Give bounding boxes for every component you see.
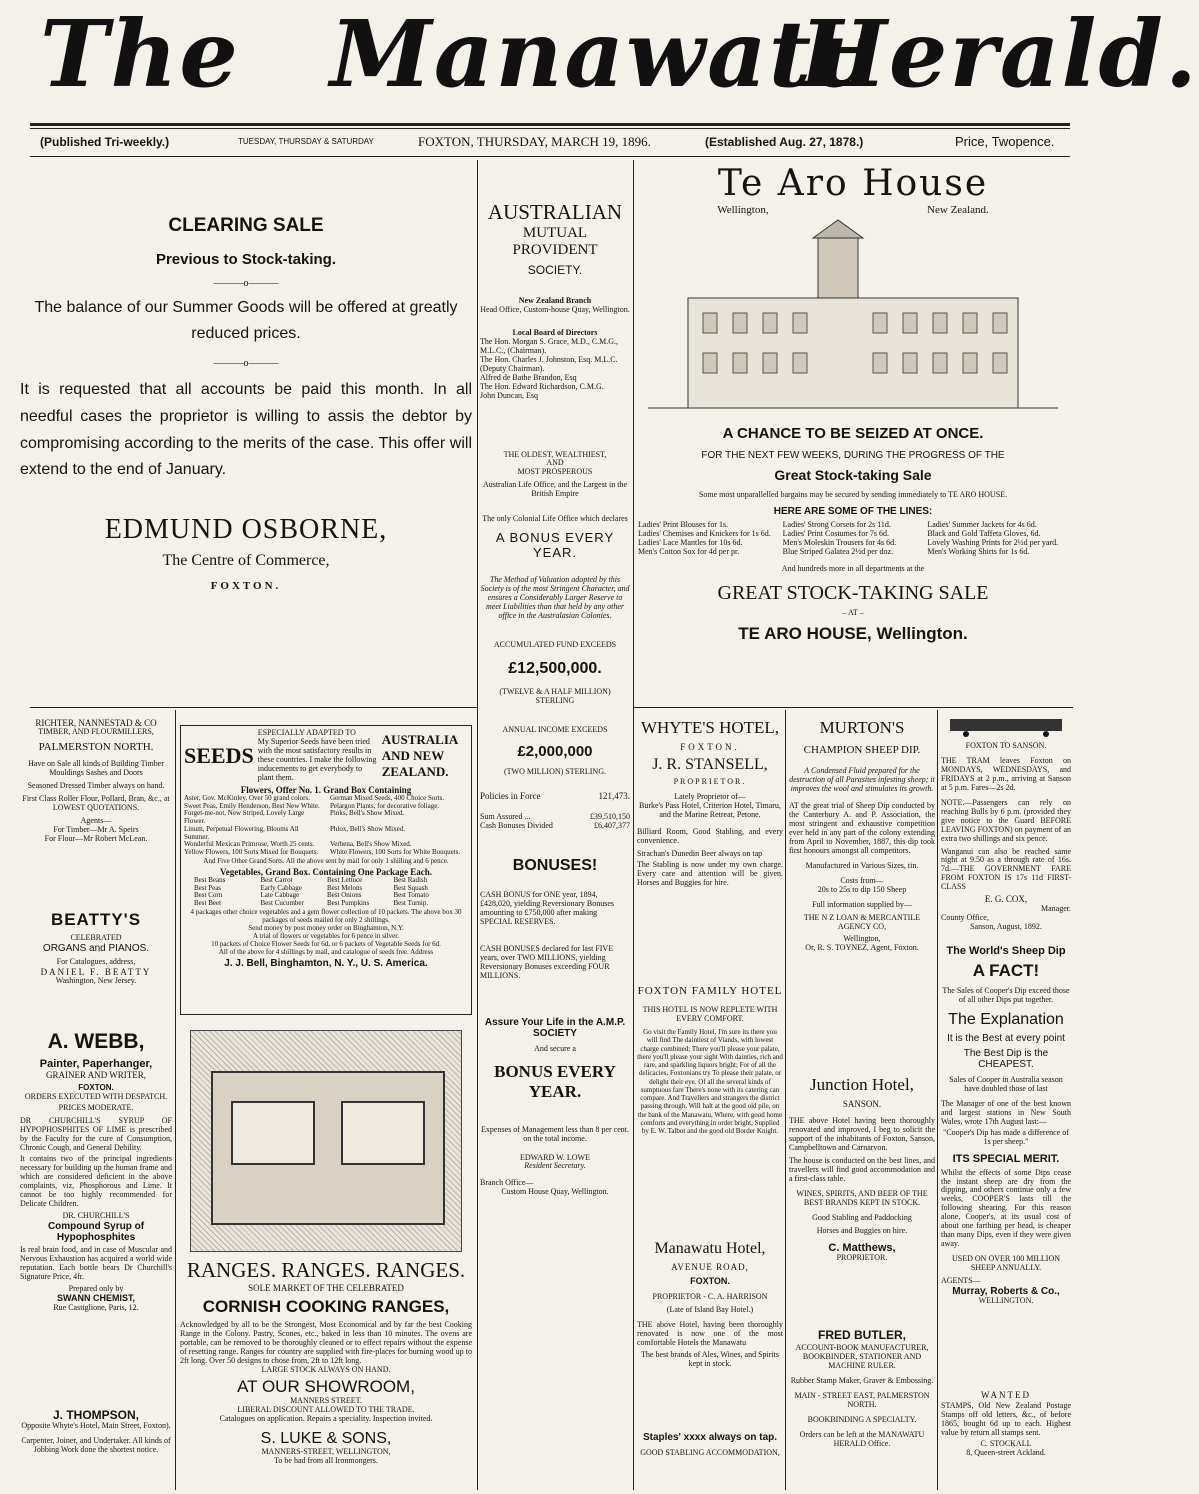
junction-hotel-ad	[789, 1075, 935, 1315]
column-rule	[633, 160, 634, 710]
coopers-murray: Murray, Roberts & Co.,	[952, 1286, 1060, 1298]
family-hotel-ad	[637, 985, 783, 1225]
column-rule	[175, 710, 176, 1490]
thompson-trade: Carpenter, Joiner, and Undertaker. All kinds of Jobbing Work done the shortest notice.	[21, 1435, 171, 1454]
seed-item: Best Lettuce	[327, 875, 363, 884]
tram-icon	[946, 715, 1066, 737]
seeds-adapted: ESPECIALLY ADAPTED TO	[257, 728, 356, 737]
family-replete: THIS HOTEL IS NOW REPLETE WITH EVERY COMFORT.	[642, 1005, 778, 1024]
bonus-every-year: BONUS EVERY YEAR.	[494, 1061, 616, 1101]
murton-champion: CHAMPION SHEEP DIP.	[803, 744, 921, 756]
coopers-explanation: The Explanation	[948, 1010, 1064, 1028]
butler-bookbinding: BOOKBINDING A SPECIALTY.	[807, 1414, 917, 1424]
tram-ad	[941, 715, 1071, 940]
coopers-merit-desc: Whilst the effects of some Dips cease the instant sheep are dry from the dipping, and others continue only a few weeks, COOPER'S lasts till the following shearing. For this reason alone, Cooper's, at its usual cost of about one farthing per head, is cheaper than many Dips, even if they were given away.	[941, 1167, 1071, 1249]
richter-agent-1: For Timber—Mr A. Speirs	[53, 825, 139, 835]
range-oven-door	[231, 1101, 315, 1165]
merchant-town: FOXTON.	[210, 580, 282, 593]
seed-item: Aster, Gov. McKinley, Over 50 grand colors.	[184, 794, 310, 803]
clearing-title: CLEARING SALE	[168, 215, 324, 236]
masthead-word-manawatu: Manawatu	[330, 0, 883, 108]
coopers-used: USED ON OVER 100 MILLION SHEEP ANNUALLY.	[952, 1254, 1060, 1273]
seed-item: Best Pumpkins	[327, 898, 370, 907]
seed-item: Best Beet	[194, 898, 222, 907]
line-item: Men's Moleskin Trousers for 4s 6d.	[782, 537, 897, 547]
murton-ad	[789, 718, 935, 1038]
seeds-australia: AUSTRALIA AND NEW ZEALAND.	[381, 731, 458, 779]
seed-item: Best Beans	[194, 875, 226, 884]
amp-office-desc: Australian Life Office, and the Largest in the British Empire	[482, 480, 628, 499]
tram-date: Sanson, August, 1892.	[970, 921, 1042, 931]
column-rule	[633, 710, 634, 1490]
seed-item: Phlox, Bell's Show Mixed.	[330, 824, 405, 833]
amp-branch-office: Branch Office—	[480, 1178, 534, 1188]
tram-route: FOXTON TO SANSON.	[965, 741, 1047, 750]
seed-item: Verbena, Bell's Show Mixed.	[330, 840, 412, 849]
coopers-sales: The Sales of Cooper's Dip exceed those of all other Dips put together.	[942, 986, 1070, 1004]
value: £39,510,150	[590, 812, 630, 822]
te-aro-hundreds: And hundreds more in all departments at the	[781, 563, 925, 573]
murton-costs: Costs from—	[840, 875, 884, 885]
te-aro-subtitle	[638, 204, 1068, 216]
amp-bonus: A BONUS EVERY YEAR.	[495, 530, 615, 561]
seed-item: Pinks, Bell's Show Mixed.	[330, 809, 405, 818]
tram-cox: E. G. COX,	[984, 894, 1028, 905]
tram-schedule: THE TRAM leaves Foxton on MONDAYS, WEDNESDAYS, and FRIDAYS at 2 p.m., arriving at Sanson at 5 p.m. Fares—2s 2d.	[941, 755, 1071, 792]
secure-line: And secure a	[534, 1043, 576, 1053]
line-item: Lovely Washing Prints for 2½d per yard.	[927, 537, 1059, 547]
te-aro-house-wellington: TE ARO HOUSE, Wellington.	[738, 623, 968, 643]
seeds-five-other: And Five Other Grand Sorts. All the above sent by mail for only 1 shilling and 6 pence.	[203, 856, 449, 865]
coopers-merit: ITS SPECIAL MERIT.	[952, 1152, 1060, 1165]
column-rule	[785, 710, 786, 1490]
building-tower	[818, 238, 858, 298]
amp-policies	[480, 791, 630, 801]
director: John Duncan, Esq	[480, 390, 538, 400]
seed-item: Best Melons	[327, 883, 363, 892]
masthead-rule	[30, 123, 1070, 126]
column-rule	[477, 160, 478, 1490]
amp-income-words: (TWO MILLION) STERLING.	[504, 766, 606, 776]
dateline-rule	[30, 156, 1070, 157]
beatty-celebrated: CELEBRATED	[70, 933, 122, 942]
line-item: Ladies' Strong Corsets for 2s 11d.	[782, 519, 891, 529]
ranges-manners: MANNERS STREET.	[290, 1396, 362, 1406]
seeds-vegetables: Vegetables, Grand Box. Containing One Package Each.	[220, 866, 432, 877]
seed-item: Pelargon Plants, for decorative foliage.	[330, 801, 440, 810]
staples-stabling: GOOD STABLING ACCOMMODATION,	[640, 1448, 780, 1457]
line-item: Men's Cotton Sox for 4d per pr.	[638, 546, 740, 556]
te-aro-some: Some most unparallelled bargains may be secured by sending immediately to TE ARO HOUSE.	[698, 490, 1008, 499]
manawatu-hotel-name: Manawatu Hotel,	[654, 1240, 766, 1257]
murton-cost-value: 20s to 25s to dip 150 Sheep	[817, 884, 907, 894]
whyte-stansell: J. R. STANSELL,	[652, 756, 768, 774]
divider: ———o———	[213, 278, 279, 289]
line-item: Ladies' Print Blouses for 1s.	[638, 519, 729, 529]
ranges-title: RANGES. RANGES. RANGES.	[186, 1258, 466, 1282]
masthead-word-herald: Herald.	[800, 0, 1199, 108]
amp-accum-words: (TWELVE & A HALF MILLION) STERLING	[499, 686, 611, 705]
seeds-money-order: Send money by post money order on Binghamton, N.Y.	[248, 923, 404, 932]
churchill-syrup: Compound Syrup of Hypophosphites	[47, 1220, 145, 1243]
seed-item: Best Corn	[194, 891, 223, 900]
junction-horses: Horses and Buggies on hire.	[816, 1225, 908, 1235]
butler-orders: Orders can be left at the MANAWATU HERALD Office.	[799, 1429, 925, 1448]
clearing-para-1: The balance of our Summer Goods will be offered at greatly reduced prices.	[34, 299, 458, 343]
amp-only: The only Colonial Life Office which declares	[482, 514, 628, 524]
seeds-flowers-list	[184, 795, 468, 857]
seed-item: Linum, Perpetual Flowering, Blooms All Summer.	[184, 824, 299, 841]
seed-item: Late Cabbage	[260, 891, 300, 900]
beatty-for: For Catalogues, address,	[56, 956, 136, 966]
range-oven-door	[341, 1101, 425, 1165]
place-date: FOXTON, THURSDAY, MARCH 19, 1896.	[418, 134, 651, 149]
wanted-name: C. STOCKALL	[980, 1439, 1032, 1449]
whyte-stabling: The Stabling is now under my own charge. Every care and attention will be given. Horses and Buggies for hire.	[637, 860, 783, 887]
manawatu-hotel-road: AVENUE ROAD,	[671, 1262, 749, 1272]
webb-orders: ORDERS EXECUTED WITH DESPATCH.	[24, 1092, 168, 1102]
junction-stabling: Good Stabling and Paddocking	[812, 1212, 912, 1222]
label: Cash Bonuses Divided	[480, 821, 553, 831]
value: 121,473.	[598, 790, 630, 801]
beatty-organs: ORGANS and PIANOS.	[42, 942, 150, 954]
junction-town: SANSON.	[842, 1099, 882, 1109]
seeds-ad	[180, 725, 472, 1015]
ranges-luke-address: MANNERS-STREET, WELLINGTON,	[261, 1446, 391, 1456]
seeds-bell-address: J. J. Bell, Binghamton, N. Y., U. S. America.	[224, 957, 428, 969]
beatty-name: BEATTY'S	[50, 910, 142, 929]
country: New Zealand.	[927, 204, 989, 216]
line-item: Black and Gold Taffeta Gloves, 6d.	[927, 528, 1041, 538]
junction-desc: THE above Hotel having been thoroughly renovated and improved, I beg to solicit the support of the inhabitants of Foxton, Sanson, Campbelltown and Carnarvon.	[789, 1116, 935, 1153]
amp-cash	[480, 822, 630, 831]
line-item: Men's Working Shirts for 1s 6d.	[927, 546, 1030, 556]
amp-directors	[480, 338, 630, 401]
coopers-wellington: WELLINGTON.	[978, 1296, 1034, 1306]
richter-agents: Agents—	[80, 816, 112, 826]
clearing-para-2: It is requested that all accounts be paid this month. In all needful cases the proprietor is willing to assis the debtor by compromising according to the merits of the case. This offer will extend to the end of January.	[20, 380, 472, 479]
junction-house: The house is conducted on the best lines, and travellers will find good accommodation and a first-class table.	[789, 1156, 935, 1184]
director: The Hon. Morgan S. Grace, M.D., C.M.G., M.L.C., (Chairman).	[480, 336, 619, 355]
churchill-name: DR. CHURCHILL'S	[62, 1210, 130, 1220]
seed-item: Best Peas	[194, 883, 222, 892]
coopers-fact: A FACT!	[972, 961, 1040, 980]
richter-agent-2: For Flour—Mr Robert McLean.	[44, 834, 148, 844]
seeds-intro: My Superior Seeds have been tried with the most satisfactory results in these countries. I make the following inducements to get everybody to plant them.	[257, 736, 377, 782]
coopers-ad	[941, 945, 1071, 1390]
webb-painter: Painter, Paperhanger,	[39, 1058, 153, 1070]
seed-item: White Flowers, 100 Sorts for White Bouquets.	[330, 847, 461, 856]
line-item: Ladies' Summer Jackets for 4s 6d.	[927, 519, 1037, 529]
webb-ad	[20, 1030, 172, 1405]
te-aro-building-illustration	[648, 218, 1058, 418]
richter-name: RICHTER, NANNESTAD & CO	[35, 718, 157, 728]
amp-society-ad	[480, 200, 630, 1490]
amp-branch: New Zealand Branch	[518, 296, 592, 305]
te-aro-gst: GREAT STOCK-TAKING SALE	[717, 581, 989, 604]
family-name: FOXTON FAMILY HOTEL	[637, 985, 783, 997]
swann-address: Rue Castiglione, Paris, 12.	[53, 1302, 139, 1312]
amp-most: MOST PROSPEROUS	[517, 467, 593, 477]
section-rule	[30, 707, 477, 708]
family-verse: Go visit the Family Hotel, I'm sure its there you will find The daintiest of Viands, with lowest charge combined; There you'll please your palate, there you'll please your sight With dainties, rich and rare, and sparkling liquors bright; For of all the delicacies, Foxtonians try To please their palate, or delight their eye. Of all the several kinds of sumptuous fare There's none with its catering can compare. And Travellers and strangers the district passing through, Will halt at the good old pile, on the bank of the Manawatu, Where, with good home comforts and everything in order bright, Supplied by E. W. Talbot and the good old Border Knight.	[637, 1028, 783, 1136]
wanted-title: WANTED	[981, 1390, 1031, 1400]
line-item: Blue Striped Galatea 2½d per doz.	[782, 546, 894, 556]
richter-town: PALMERSTON NORTH.	[38, 741, 154, 754]
tram-note: NOTE.—Passengers can rely on reaching Bulls by 6 p.m. (provided they give notice to the Guard BEFORE LEAVING FOXTON) on payment of an extra two shillings and six pence.	[941, 797, 1071, 843]
director: The Hon. Charles J. Johnston, Esq. M.L.C. (Deputy Chairman).	[480, 354, 618, 373]
butler-rubber: Rubber Stamp Maker, Graver & Embossing.	[790, 1375, 934, 1385]
thompson-address: Opposite Whyte's Hotel, Main Street, Foxton).	[21, 1421, 171, 1430]
amp-title-2: MUTUAL PROVIDENT	[512, 225, 598, 258]
amp-accum-value: £12,500,000.	[508, 659, 602, 677]
ranges-stock: LARGE STOCK ALWAYS ON HAND.	[261, 1365, 391, 1375]
amp-oldest: THE OLDEST, WEALTHIEST,	[503, 449, 607, 459]
seed-item: Best Radish	[393, 875, 428, 884]
richter-flour: First Class Roller Flour, Pollard, Bran, &c., at LOWEST QUOTATIONS.	[22, 794, 170, 813]
coopers-best: It is the Best at every point	[947, 1032, 1065, 1044]
director: The Hon. Edward Richardson, C.M.G.	[480, 381, 604, 391]
amp-board: Local Board of Directors	[512, 327, 598, 337]
te-aro-weeks: FOR THE NEXT FEW WEEKS, DURING THE PROGRESS OF THE	[701, 450, 1005, 461]
tram-county-office: County Office,	[941, 912, 989, 922]
column-rule	[937, 710, 938, 1490]
amp-method: The Method of Valuation adopted by this Society is of the most Stringent Character, and ensures a Considerably Larger Reserve to meet Liabilities than that held by any other office in the Australasian Colonies.	[480, 575, 630, 621]
director: Alfred de Bathe Brandon, Esq	[480, 372, 577, 382]
whyte-proprietor: PROPRIETOR.	[673, 777, 747, 787]
ranges-ironmongers: To be had from all Ironmongers.	[274, 1455, 378, 1465]
manawatu-hotel-desc: THE above Hotel, having been thoroughly renovated is now one of the most comfortable Hotels the Manawatu	[637, 1319, 783, 1347]
wanted-address: 8, Queen-street Ackland.	[966, 1448, 1046, 1458]
coopers-quote: "Cooper's Dip has made a difference of 1s per sheep."	[943, 1127, 1069, 1146]
bonus-para-1: CASH BONUS for ONE year, 1894, £428,020, yielding Reversionary Bonuses amounting to £750,000 after making SPECIAL RESERVES.	[480, 890, 614, 926]
ranges-sole: SOLE MARKET OF THE CELEBRATED	[248, 1283, 404, 1293]
murton-full-info: Full information supplied by—	[812, 899, 912, 909]
tram-wanganui: Wanganui can also be reached same night at 9.50 as a through rate of 16s. 7d.—THE GOVERNMENT FARE FROM FOXTON IS 17s 11d FIRST-CLASS	[941, 846, 1071, 892]
te-aro-here: HERE ARE SOME OF THE LINES:	[773, 505, 933, 517]
thompson-ad	[20, 1408, 172, 1488]
line-item: Ladies' Chemises and Knickers for 1s 6d.	[638, 528, 771, 538]
junction-proprietor: PROPRIETOR.	[836, 1252, 888, 1262]
seed-item: Best Carrot	[260, 875, 293, 884]
whyte-name: WHYTE'S HOTEL,	[640, 718, 780, 737]
whyte-burkes: Burke's Pass Hotel, Criterion Hotel, Timaru, and the Marine Retreat, Petone.	[639, 801, 781, 820]
churchill-body-2: It contains two of the principal ingredients necessary for building up the human frame and which are considered deficient in the above complaints, viz, Phosphorous and Lime. It cannot be too highly recommended for Delicate Children.	[20, 1154, 172, 1208]
amp-income-value: £2,000,000	[517, 742, 593, 760]
seed-item: Best Squash	[393, 883, 428, 892]
churchill-brain-food: Is real brain food, and in case of Muscular and Nervous Exhaustion has acquired a world wide reputation. Each bottle bears Dr Churchill's Signature Price, 4fr.	[20, 1244, 172, 1281]
murton-name: MURTON'S	[819, 718, 905, 737]
amp-expenses: Expenses of Management less than 8 per cent. on the total income.	[481, 1124, 629, 1143]
te-aro-lines	[638, 521, 1068, 557]
whyte-billiard: Billiard Room, Good Stabling, and every convenience.	[637, 827, 783, 846]
manawatu-hotel-late: (Late of Island Bay Hotel.)	[666, 1304, 754, 1314]
coopers-world: The World's Sheep Dip	[946, 945, 1066, 957]
seed-item: Best Tomato	[393, 891, 429, 900]
amp-accum-label: ACCUMULATED FUND EXCEEDS	[493, 640, 617, 650]
wanted-stamps: STAMPS, Old New Zealand Postage Stamps off old letters, &c., of before 1865, bought 6d up to each. Highest value by return all stamps sent.	[941, 1401, 1071, 1438]
seeds-flowers-offer: Flowers, Offer No. 1. Grand Box Containing	[240, 784, 412, 795]
seed-item: Forget-me-not, New Striped, Lovely Large Flower.	[184, 809, 305, 826]
churchill-prepared: Prepared only by	[68, 1283, 124, 1293]
richter-trade: TIMBER, AND FLOURMILLERS,	[38, 727, 154, 737]
price: Price, Twopence.	[955, 134, 1055, 149]
amp-office: Head Office, Custom-house Quay, Wellington.	[480, 304, 630, 314]
ranges-catalogue: Catalogues on application. Repairs a speciality. Inspection invited.	[219, 1413, 433, 1423]
whytes-hotel-ad	[637, 718, 783, 968]
junction-wines: WINES, SPIRITS, AND BEER OF THE BEST BRANDS KEPT IN STOCK.	[796, 1189, 928, 1207]
staples-ad	[637, 1432, 783, 1490]
amp-secretary-title: Resident Secretary.	[524, 1161, 586, 1171]
whyte-strachan: Strachan's Dunedin Beer always on tap	[637, 849, 763, 859]
te-aro-house-ad	[638, 163, 1068, 708]
coopers-sales-australia: Sales of Cooper in Australia season have doubled those of last	[949, 1074, 1063, 1093]
issue-days: TUESDAY, THURSDAY & SATURDAY	[238, 137, 374, 146]
seeds-packages: 4 packages other choice vegetables and a gem flower collection of 10 packets. The above box 30 packages of seeds mailed for only 2 shillings.	[190, 907, 462, 924]
seeds-adapted-block	[258, 729, 378, 783]
murton-trial: AT the great trial of Sheep Dip conducted by the Canterbury A. and P. Association, the most stringent and exhaustive competition ever held in any part of the colony extending from April to November, 1887, this dip took first honours amongst all competitors.	[789, 801, 935, 855]
webb-prices: PRICES MODERATE.	[58, 1103, 134, 1113]
ranges-ad	[180, 1030, 472, 1490]
merchant-name: EDMUND OSBORNE,	[104, 514, 388, 546]
clearing-sale-ad	[20, 215, 472, 675]
masthead-rule-thin	[30, 128, 1070, 129]
label: Sum Assured ...	[480, 812, 531, 822]
manawatu-hotel-ad	[637, 1240, 783, 1430]
value: £6,407,377	[594, 821, 630, 831]
amp-title-3: SOCIETY.	[527, 263, 583, 277]
seed-item: Yellow Flowers, 100 Sorts Mixed for Bouquets.	[184, 847, 319, 856]
butler-address: MAIN - STREET EAST, PALMERSTON NORTH.	[794, 1390, 930, 1409]
ranges-desc: Acknowledged by all to be the Strongest, Most Economical and by far the best Cooking Range in the Colony. Pastry, Scones, etc., baked in less than 10 minutes. The ovens are portable, can be removed to be thoroughly cleaned or to effect repairs without the expense of resetting range. Ranges for country are supplied with fire-places for burning wood up to 2ft long. Over 50 designs to chose from, 2ft to 12ft long.	[180, 1320, 472, 1366]
seeds-packets: 10 packets of Choice Flower Seeds for 6d, or 6 packets of Vegetable Seeds for 6d.	[211, 939, 441, 948]
seed-item: Sweet Peas, Emily Henderson, Best New White.	[184, 801, 320, 810]
beatty-ad	[20, 910, 172, 1020]
churchill-body-1: DR CHURCHILL'S SYRUP OF HYPOPHOSPHITES OF LIME is prescribed by the Faculty for the cure of Consumption, Chronic Cough, and General Debility.	[20, 1116, 172, 1153]
beatty-daniel: DANIEL F. BEATTY	[40, 966, 152, 977]
junction-matthews: C. Matthews,	[828, 1241, 896, 1254]
amp-secretary: EDWARD W. LOWE	[520, 1152, 590, 1162]
coopers-manager: The Manager of one of the best known and largest stations in New South Wales, wrote 17th August last:—	[941, 1098, 1071, 1126]
webb-grainer: GRAINER AND WRITER,	[45, 1070, 147, 1080]
manawatu-hotel-brands: The best brands of Ales, Wines, and Spirits kept in stock.	[641, 1350, 779, 1369]
whyte-town: FOXTON.	[680, 742, 740, 752]
range-illustration	[190, 1030, 462, 1252]
established-note: (Established Aug. 27, 1878.)	[705, 135, 864, 149]
seeds-all: All of the above for 4 shillings by mail, and catalogue of seeds free. Address	[218, 947, 434, 956]
murton-nz-loan: THE N Z LOAN & MERCANTILE AGENCY CO,	[803, 912, 921, 931]
seeds-trial: A trial of flowers or vegetables for 6 pence in silver.	[253, 931, 399, 940]
published-note: (Published Tri-weekly.)	[40, 135, 170, 149]
amp-and: AND	[546, 458, 564, 468]
masthead-word-the: The	[40, 0, 240, 108]
webb-name: A. WEBB,	[47, 1030, 145, 1053]
seed-item: Best Cucumber	[260, 898, 304, 907]
manawatu-hotel-proprietor: PROPRIETOR - C. A. HARRISON	[652, 1291, 768, 1301]
seed-item: Best Turnip.	[393, 898, 429, 907]
bonus-para-2: CASH BONUSES declared for last FIVE years, over TWO MILLIONS, yielding Reversionary Bonuses exceeding FOUR MILLIONS.	[480, 943, 614, 980]
murton-desc: A Condensed Fluid prepared for the destruction of all Parasites infesting sheep; it improves the wool and stimulates its growth.	[789, 766, 935, 794]
tower-roof	[813, 220, 863, 238]
te-aro-great-sale: Great Stock-taking Sale	[774, 467, 932, 483]
merchant-tagline: The Centre of Commerce,	[162, 552, 330, 570]
richter-ad	[20, 718, 172, 898]
seeds-vegetable-list	[184, 877, 468, 908]
butler-name: FRED BUTLER,	[818, 1328, 906, 1342]
staples-tap: Staples' xxxx always on tap.	[642, 1432, 778, 1443]
richter-have: Have on Sale all kinds of Building Timber Mouldings Sashes and Doors	[28, 759, 164, 778]
seeds-header	[184, 729, 468, 783]
butler-trade: ACCOUNT-BOOK MANUFACTURER, BOOKBINDER, STATIONER AND MACHINE RULER.	[795, 1343, 929, 1370]
ranges-showroom: AT OUR SHOWROOM,	[237, 1377, 415, 1397]
richter-seasoned: Seasoned Dressed Timber always on hand.	[27, 781, 165, 791]
amp-branch-address: Custom House Quay, Wellington.	[501, 1187, 609, 1197]
label: Policies in Force	[480, 790, 541, 801]
junction-name: Junction Hotel,	[810, 1075, 914, 1094]
ranges-cornish: CORNISH COOKING RANGES,	[202, 1297, 450, 1317]
seed-item: Early Cabbage	[260, 883, 302, 892]
te-aro-at: – AT –	[842, 607, 864, 617]
clearing-subtitle: Previous to Stock-taking.	[155, 251, 337, 268]
te-aro-heading: Te Aro House	[717, 163, 989, 204]
murton-manufactured: Manufactured in Various Sizes, tin.	[805, 860, 919, 870]
seed-item: Best Onions	[327, 891, 362, 900]
whyte-lately: Lately Proprietor of—	[674, 792, 746, 802]
murton-wellington: Wellington,	[843, 934, 881, 944]
seed-item: German Mixed Seeds, 400 Choice Sorts.	[330, 794, 445, 803]
murton-agent: Or, R. S. TOYNEZ, Agent, Foxton.	[805, 943, 919, 953]
amp-income-label: ANNUAL INCOME EXCEEDS	[502, 724, 608, 734]
line-item: Ladies' Print Costumes for 7s 6d.	[782, 528, 889, 538]
ranges-luke: S. LUKE & SONS,	[260, 1429, 392, 1447]
te-aro-chance: A CHANCE TO BE SEIZED AT ONCE.	[722, 425, 984, 442]
seed-item: Wonderful Mexican Primrose, Worth 25 cents.	[184, 840, 315, 849]
swann-chemist: SWANN CHEMIST,	[56, 1293, 135, 1304]
thompson-name: J. THOMPSON,	[52, 1408, 139, 1422]
assure-line: Assure Your Life in the A.M.P. SOCIETY	[484, 1016, 626, 1039]
divider: ———o———	[213, 357, 279, 369]
ranges-discount: LIBERAL DISCOUNT ALLOWED TO THE TRADE.	[237, 1405, 415, 1415]
manawatu-hotel-town: FOXTON.	[690, 1276, 730, 1287]
bonuses-title: BONUSES!	[512, 857, 598, 875]
coopers-cheapest: The Best Dip is the CHEAPEST.	[963, 1047, 1049, 1070]
butler-ad	[789, 1328, 935, 1490]
city: Wellington,	[717, 204, 769, 216]
amp-title-1: AUSTRALIAN	[487, 200, 623, 224]
seeds-word: SEEDS	[184, 742, 254, 768]
tram-manager: Manager.	[1041, 903, 1071, 913]
webb-foxton: FOXTON.	[78, 1083, 114, 1093]
beatty-wash: Washington, New Jersey.	[55, 976, 137, 986]
wanted-ad	[941, 1390, 1071, 1490]
line-item: Ladies' Lace Mantles for 10s 6d.	[638, 537, 743, 547]
coopers-agents: AGENTS—	[941, 1276, 981, 1286]
